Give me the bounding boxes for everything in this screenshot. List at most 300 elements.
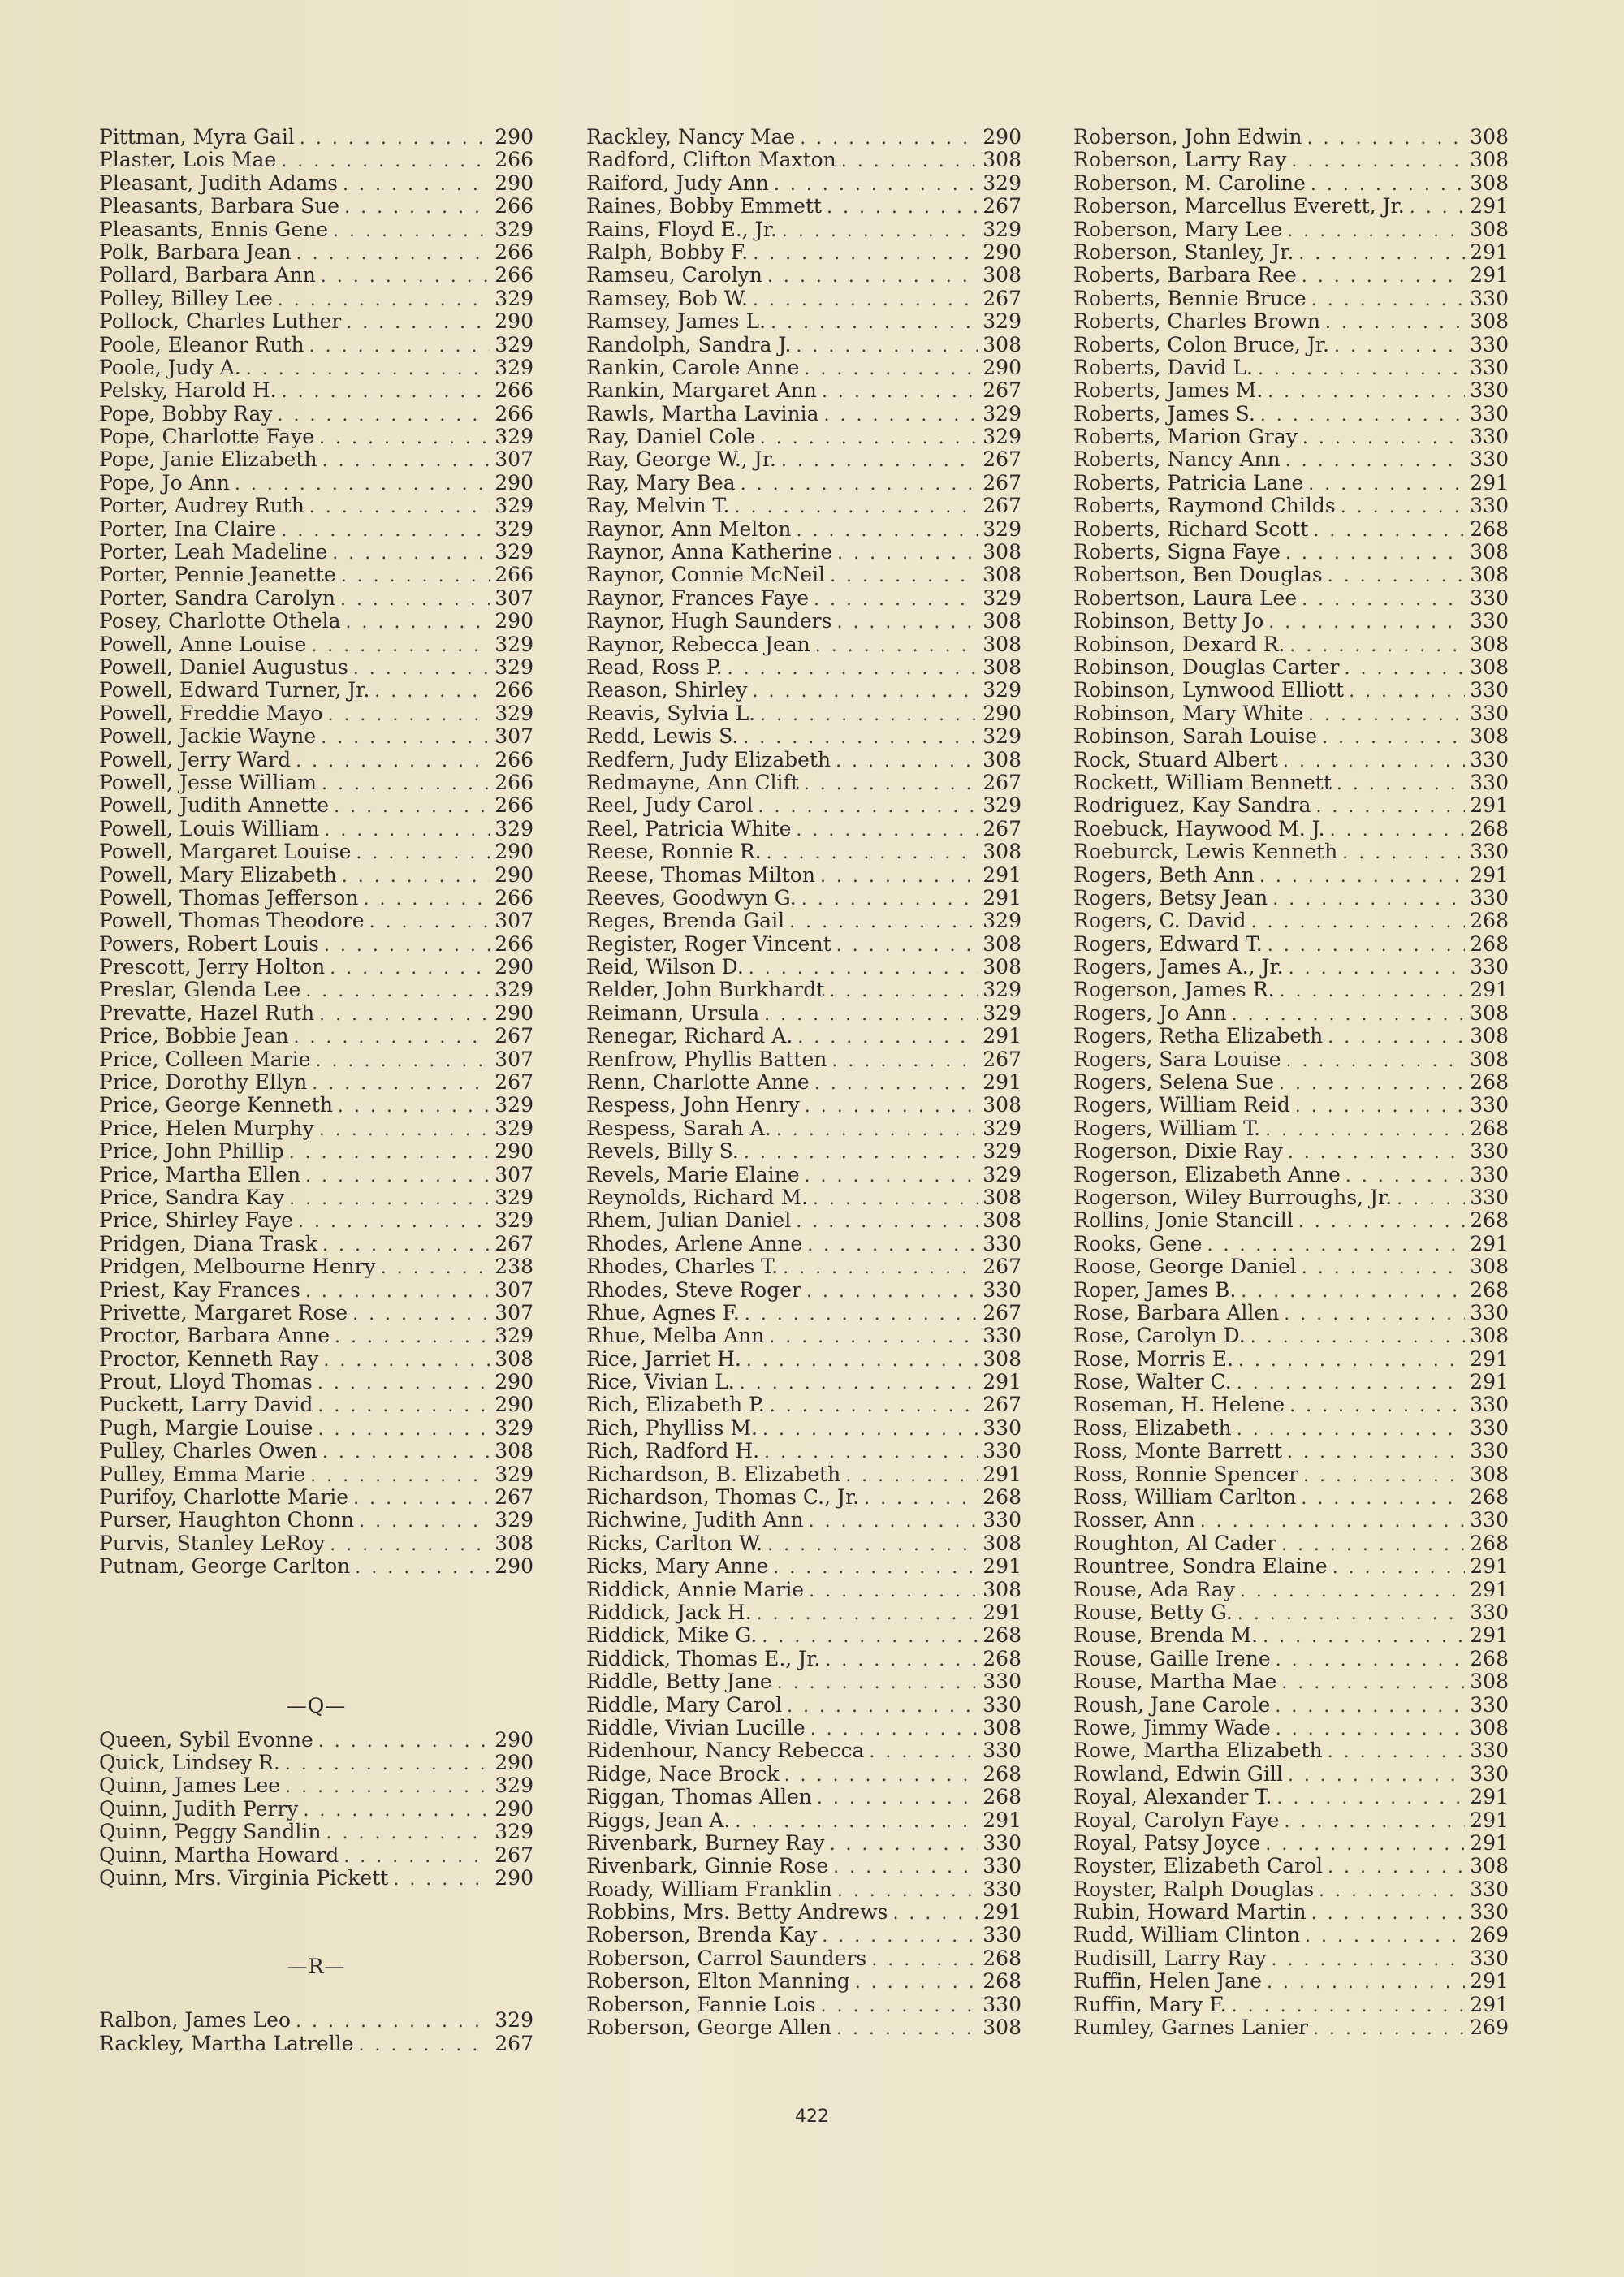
section-q-entries (99, 1729, 533, 1890)
entry-name: Ray, Mary Bea (586, 470, 736, 495)
entry-name: Roberson, John Edwin (1073, 125, 1302, 149)
leader-dots (285, 1752, 490, 1776)
leader-dots (344, 195, 490, 219)
entry-page: 330 (1470, 609, 1509, 633)
leader-dots (822, 1924, 978, 1948)
entry-page: 238 (495, 1255, 533, 1279)
index-entry (586, 264, 1021, 287)
entry-page: 330 (1470, 701, 1509, 725)
entry-name: Raynor, Hugh Saunders (586, 609, 832, 633)
entry-page: 266 (495, 401, 533, 426)
leader-dots (338, 1094, 490, 1118)
entry-name: Pulley, Emma Marie (99, 1462, 306, 1486)
index-entry (99, 1867, 533, 1890)
leader-dots (855, 1970, 978, 1994)
index-entry (99, 1186, 533, 1209)
leader-dots (1250, 1324, 1466, 1349)
leader-dots (869, 1739, 978, 1764)
entry-name: Powell, Judith Annette (99, 793, 330, 818)
index-entry (1073, 840, 1509, 863)
index-entry (99, 840, 533, 863)
entry-page: 329 (495, 1820, 533, 1844)
entry-page: 329 (983, 401, 1021, 426)
leader-dots (833, 1855, 978, 1879)
entry-page: 308 (1470, 217, 1509, 241)
entry-name: Randolph, Sandra J. (586, 332, 792, 356)
entry-page: 330 (983, 1739, 1021, 1763)
entry-page: 291 (1470, 1830, 1509, 1855)
page-number: 422 (795, 2106, 829, 2127)
leader-dots (797, 1025, 978, 1049)
entry-page: 291 (983, 885, 1021, 910)
entry-name: Putnam, George Carlton (99, 1554, 351, 1579)
entry-name: Powell, Daniel Augustus (99, 655, 348, 679)
entry-page: 268 (1470, 1485, 1509, 1510)
entry-page: 268 (1470, 1531, 1509, 1555)
entry-page: 330 (1470, 885, 1509, 910)
entry-name: Powell, Margaret Louise (99, 840, 352, 864)
entry-page: 308 (983, 540, 1021, 564)
entry-name: Ricks, Mary Anne (586, 1554, 769, 1579)
entry-name: Raynor, Frances Faye (586, 585, 810, 610)
leader-dots (1285, 541, 1465, 565)
index-entry (586, 356, 1021, 379)
entry-page: 307 (495, 585, 533, 610)
entry-page: 266 (495, 770, 533, 794)
entry-page: 330 (1470, 1739, 1509, 1763)
index-entry (1073, 1739, 1509, 1762)
entry-page: 268 (1470, 1070, 1509, 1095)
index-entry (99, 1140, 533, 1163)
index-entry (99, 610, 533, 633)
leader-dots (1287, 1440, 1465, 1464)
index-entry (1073, 1393, 1509, 1416)
entry-name: Rogers, Beth Ann (1073, 862, 1255, 887)
entry-page: 330 (983, 1277, 1021, 1302)
index-entry (99, 679, 533, 702)
entry-name: Preslar, Glenda Lee (99, 978, 301, 1002)
leader-dots (1301, 1486, 1465, 1510)
entry-name: Raynor, Anna Katherine (586, 540, 833, 564)
entry-name: Powell, Jesse William (99, 770, 317, 794)
index-entry (99, 1463, 533, 1486)
leader-dots (796, 518, 978, 542)
entry-page: 290 (983, 355, 1021, 379)
entry-page: 330 (1470, 1946, 1509, 1970)
entry-name: Pulley, Charles Owen (99, 1439, 317, 1463)
index-entry (586, 933, 1021, 956)
leader-dots (309, 334, 490, 358)
entry-page: 330 (983, 1415, 1021, 1440)
entry-page: 291 (983, 862, 1021, 887)
leader-dots (296, 241, 490, 266)
entry-name: Rouse, Betty G. (1073, 1601, 1233, 1624)
entry-page: 267 (495, 1231, 533, 1255)
entry-page: 266 (495, 240, 533, 264)
leader-dots (343, 172, 490, 197)
entry-name: Price, George Kenneth (99, 1093, 333, 1117)
entry-name: Pridgen, Diana Trask (99, 1231, 317, 1255)
index-entry (1073, 1532, 1509, 1555)
leader-dots (312, 1071, 490, 1095)
entry-name: Proctor, Kenneth Ray (99, 1346, 319, 1371)
leader-dots (1345, 1164, 1466, 1188)
entry-name: Powell, Freddie Mayo (99, 701, 323, 725)
entry-name: Roberts, Signa Faye (1073, 540, 1281, 564)
index-entry (1073, 1624, 1509, 1647)
index-entry (1073, 426, 1509, 448)
index-entry (586, 472, 1021, 495)
index-entry (1073, 1255, 1509, 1278)
leader-dots (1288, 1763, 1465, 1787)
entry-name: Price, John Phillip (99, 1139, 284, 1164)
entry-name: Rose, Carolyn D. (1073, 1324, 1246, 1348)
index-entry (99, 172, 533, 195)
index-entry (1073, 264, 1509, 287)
leader-dots (1265, 1117, 1465, 1142)
entry-page: 266 (495, 793, 533, 818)
leader-dots (1289, 633, 1465, 658)
index-entry (586, 1324, 1021, 1347)
entry-name: Robinson, Betty Jo (1073, 609, 1264, 633)
leader-dots (324, 933, 490, 957)
entry-name: Ross, Ronnie Spencer (1073, 1462, 1299, 1486)
entry-page: 330 (1470, 1508, 1509, 1532)
entry-page: 329 (495, 655, 533, 679)
index-entry (1073, 495, 1509, 517)
index-entry (1073, 310, 1509, 333)
leader-dots (814, 1071, 978, 1095)
entry-name: Porter, Ina Claire (99, 516, 277, 541)
index-entry (99, 1279, 533, 1302)
entry-page: 268 (1470, 1646, 1509, 1670)
leader-dots (789, 910, 978, 934)
index-entry (1073, 1486, 1509, 1509)
entry-name: Polk, Barbara Jean (99, 240, 292, 264)
index-entry (99, 1371, 533, 1393)
leader-dots (1276, 1648, 1466, 1672)
entry-name: Roberson, M. Caroline (1073, 171, 1306, 195)
entry-page: 268 (1470, 1208, 1509, 1233)
entry-page: 308 (983, 1577, 1021, 1601)
entry-page: 308 (1470, 655, 1509, 679)
entry-page: 290 (495, 609, 533, 633)
leader-dots (836, 2016, 978, 2041)
index-entry (99, 356, 533, 379)
entry-page: 308 (1470, 171, 1509, 195)
entry-name: Rogers, C. David (1073, 909, 1246, 933)
index-entry (99, 979, 533, 1001)
entry-name: Roberts, Patricia Lane (1073, 470, 1304, 495)
leader-dots (1285, 448, 1466, 473)
index-entry (1073, 771, 1509, 794)
entry-name: Powell, Thomas Theodore (99, 909, 365, 933)
index-entry (586, 1809, 1021, 1832)
entry-page: 330 (1470, 425, 1509, 449)
entry-page: 267 (495, 1024, 533, 1048)
entry-page: 290 (495, 125, 533, 149)
leader-dots (277, 403, 490, 427)
index-entry (1073, 818, 1509, 840)
leader-dots (824, 403, 978, 427)
entry-name: Relder, John Burkhardt (586, 978, 825, 1002)
index-entry (1073, 287, 1509, 310)
entry-name: Rogers, James A., Jr. (1073, 955, 1284, 979)
leader-dots (1302, 264, 1466, 288)
entry-page: 330 (1470, 1393, 1509, 1417)
entry-page: 290 (495, 1139, 533, 1164)
entry-name: Rhodes, Steve Roger (586, 1277, 801, 1302)
entry-name: Reese, Ronnie R. (586, 840, 762, 864)
entry-page: 329 (983, 909, 1021, 933)
index-entry (99, 264, 533, 287)
entry-name: Rouse, Martha Mae (1073, 1670, 1277, 1694)
entry-page: 290 (495, 1865, 533, 1890)
entry-page: 329 (983, 1116, 1021, 1140)
entry-page: 330 (1470, 332, 1509, 356)
leader-dots (773, 1555, 978, 1579)
entry-page: 330 (1470, 1601, 1509, 1624)
entry-page: 308 (1470, 1670, 1509, 1694)
leader-dots (1397, 1186, 1465, 1211)
entry-name: Rhodes, Charles T. (586, 1255, 779, 1279)
entry-page: 308 (983, 563, 1021, 587)
index-entry (99, 1752, 533, 1774)
index-column-2 (586, 126, 1021, 2039)
entry-page: 266 (495, 194, 533, 218)
entry-page: 308 (983, 632, 1021, 656)
entry-page: 330 (1470, 1162, 1509, 1186)
entry-page: 291 (983, 1370, 1021, 1394)
entry-page: 330 (1470, 355, 1509, 379)
entry-page: 330 (1470, 378, 1509, 403)
entry-name: Privette, Margaret Rose (99, 1300, 348, 1324)
leader-dots (289, 1186, 490, 1211)
index-entry (1073, 1763, 1509, 1786)
entry-name: Rouse, Gaille Irene (1073, 1646, 1271, 1670)
entry-name: Raynor, Rebecca Jean (586, 632, 810, 656)
entry-name: Rich, Phylliss M. (586, 1415, 758, 1440)
entry-page: 268 (983, 1646, 1021, 1670)
leader-dots (784, 1763, 978, 1787)
entry-name: Reel, Patricia White (586, 816, 792, 840)
leader-dots (815, 633, 978, 658)
entry-name: Radford, Clifton Maxton (586, 148, 836, 172)
entry-name: Porter, Audrey Ruth (99, 494, 304, 518)
leader-dots (326, 1821, 490, 1845)
entry-name: Robertson, Laura Lee (1073, 585, 1298, 610)
entry-page: 291 (983, 1070, 1021, 1095)
leader-dots (764, 1002, 978, 1026)
leader-dots (809, 1579, 978, 1603)
entry-name: Porter, Pennie Jeanette (99, 563, 336, 587)
entry-name: Roeburck, Lewis Kenneth (1073, 840, 1338, 864)
entry-name: Reeves, Goodwyn G. (586, 885, 797, 910)
leader-dots (1311, 1901, 1466, 1925)
entry-name: Poole, Judy A. (99, 355, 241, 379)
leader-dots (817, 1786, 978, 1810)
leader-dots (735, 1809, 978, 1834)
entry-page: 308 (1470, 1047, 1509, 1071)
leader-dots (864, 1486, 978, 1510)
entry-page: 268 (983, 1485, 1021, 1510)
index-entry (586, 287, 1021, 310)
leader-dots (393, 1867, 490, 1891)
leader-dots (1311, 172, 1465, 197)
leader-dots (318, 1417, 490, 1441)
leader-dots (324, 818, 490, 842)
leader-dots (820, 864, 978, 888)
entry-name: Powell, Jerry Ward (99, 747, 292, 771)
entry-page: 291 (1470, 1808, 1509, 1832)
entry-page: 308 (1470, 1854, 1509, 1878)
leader-dots (310, 1463, 490, 1488)
entry-page: 308 (1470, 1715, 1509, 1739)
entry-name: Pope, Jo Ann (99, 470, 230, 495)
entry-name: Porter, Sandra Carolyn (99, 585, 335, 610)
entry-page: 308 (1470, 563, 1509, 587)
index-entry (1073, 1002, 1509, 1025)
entry-name: Reid, Wilson D. (586, 955, 744, 979)
entry-name: Rouse, Brenda M. (1073, 1623, 1259, 1648)
leader-dots (796, 334, 978, 358)
index-entry (1073, 887, 1509, 910)
entry-name: Quinn, Mrs. Virginia Pickett (99, 1865, 389, 1890)
index-entry (99, 2033, 533, 2055)
entry-name: Pridgen, Melbourne Henry (99, 1255, 376, 1279)
entry-page: 330 (983, 1854, 1021, 1878)
entry-page: 266 (495, 263, 533, 287)
index-entry (586, 587, 1021, 610)
entry-name: Respess, Sarah A. (586, 1116, 771, 1140)
entry-name: Riddle, Mary Carol (586, 1692, 783, 1717)
leader-dots (1303, 1463, 1465, 1488)
index-entry (586, 656, 1021, 679)
index-entry (99, 310, 533, 333)
leader-dots (321, 264, 490, 288)
index-entry (586, 1947, 1021, 1970)
index-entry (99, 518, 533, 541)
leader-dots (293, 1025, 490, 1049)
entry-name: Pleasants, Ennis Gene (99, 217, 329, 241)
leader-dots (1349, 679, 1465, 703)
index-entry (1073, 933, 1509, 956)
index-entry (99, 2009, 533, 2032)
index-entry (99, 818, 533, 840)
index-entry (586, 1117, 1021, 1140)
leader-dots (1276, 1717, 1466, 1741)
entry-page: 329 (983, 678, 1021, 702)
leader-dots (305, 979, 490, 1003)
entry-page: 330 (983, 1992, 1021, 2016)
entry-page: 308 (1470, 540, 1509, 564)
entry-page: 269 (1470, 2016, 1509, 2040)
index-entry (1073, 172, 1509, 195)
entry-page: 329 (495, 355, 533, 379)
entry-page: 291 (1470, 263, 1509, 287)
index-entry (586, 334, 1021, 356)
leader-dots (762, 1417, 978, 1441)
leader-dots (305, 1164, 490, 1188)
entry-page: 308 (983, 1715, 1021, 1739)
leader-dots (1251, 910, 1466, 934)
leader-dots (1200, 1509, 1466, 1533)
index-entry (1073, 1164, 1509, 1186)
leader-dots (1268, 379, 1465, 404)
index-entry (1073, 1417, 1509, 1440)
index-entry (1073, 864, 1509, 887)
entry-page: 308 (1470, 309, 1509, 334)
leader-dots (296, 2009, 490, 2033)
index-entry (1073, 1809, 1509, 1832)
entry-name: Robbins, Mrs. Betty Andrews (586, 1900, 888, 1925)
entry-name: Polley, Billey Lee (99, 286, 273, 310)
entry-name: Prout, Lloyd Thomas (99, 1370, 313, 1394)
index-entry (586, 495, 1021, 517)
index-entry (586, 448, 1021, 471)
index-entry (1073, 472, 1509, 495)
entry-name: Rountree, Sondra Elaine (1073, 1554, 1328, 1579)
entry-name: Raynor, Connie McNeil (586, 563, 826, 587)
entry-page: 329 (983, 724, 1021, 749)
index-entry (1073, 1694, 1509, 1717)
index-entry (99, 725, 533, 748)
leader-dots (311, 633, 490, 658)
entry-page: 291 (1470, 793, 1509, 818)
leader-dots (829, 979, 978, 1003)
entry-name: Roberts, Colon Bruce, Jr. (1073, 332, 1329, 356)
entry-name: Raines, Bobby Emmett (586, 194, 822, 218)
leader-dots (1302, 1255, 1465, 1280)
entry-name: Rumley, Garnes Lanier (1073, 2016, 1308, 2040)
leader-dots (316, 1048, 490, 1073)
leader-dots (810, 1717, 978, 1741)
index-entry (99, 887, 533, 910)
leader-dots (1313, 518, 1465, 542)
entry-name: Priest, Kay Frances (99, 1277, 300, 1302)
index-entry (586, 1255, 1021, 1278)
index-entry (586, 1532, 1021, 1555)
entry-name: Pollard, Barbara Ann (99, 263, 316, 287)
entry-name: Roughton, Al Cader (1073, 1531, 1276, 1555)
leader-dots (1315, 794, 1465, 819)
leader-dots (334, 794, 490, 819)
index-entry (1073, 1324, 1509, 1347)
index-entry (586, 1855, 1021, 1877)
entry-name: Rackley, Martha Latrelle (99, 2031, 354, 2055)
entry-page: 290 (495, 1554, 533, 1579)
entry-page: 308 (1470, 148, 1509, 172)
entry-page: 267 (983, 770, 1021, 794)
entry-page: 291 (1470, 862, 1509, 887)
leader-dots (809, 1509, 978, 1533)
column-1-entries (99, 126, 533, 1579)
leader-dots (806, 1279, 978, 1303)
entry-name: Redmayne, Ann Clift (586, 770, 799, 794)
index-entry (1073, 195, 1509, 218)
leader-dots (330, 956, 490, 980)
entry-name: Powell, Anne Louise (99, 632, 307, 656)
index-entry (99, 771, 533, 794)
index-entry (99, 956, 533, 979)
entry-name: Rivenbark, Burney Ray (586, 1830, 825, 1855)
section-heading-r: —R— (287, 1955, 346, 1979)
entry-page: 329 (983, 793, 1021, 818)
entry-name: Ross, William Carlton (1073, 1485, 1297, 1510)
index-entry (586, 1601, 1021, 1624)
index-entry (1073, 979, 1509, 1001)
leader-dots (318, 1729, 490, 1753)
